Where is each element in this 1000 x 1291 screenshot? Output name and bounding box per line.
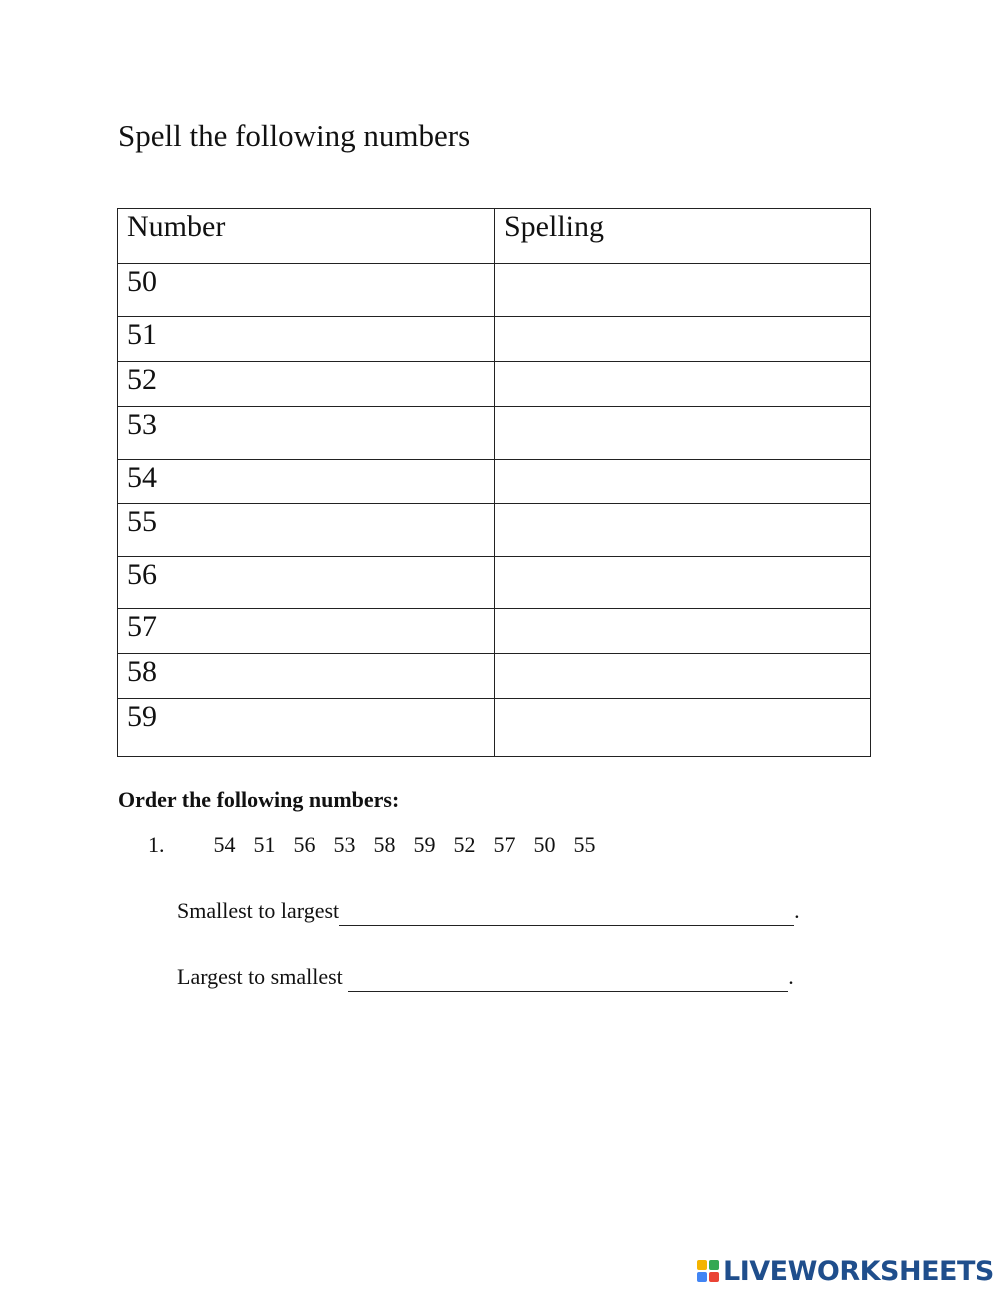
spelling-answer-cell[interactable]: [495, 504, 871, 557]
number-cell: 56: [118, 557, 495, 609]
order-number: 57: [493, 832, 516, 857]
order-number: 58: [373, 832, 396, 857]
end-mark: .: [794, 898, 800, 923]
number-cell: 57: [118, 609, 495, 654]
order-heading: Order the following numbers:: [118, 787, 400, 812]
order-numbers-line: [148, 830, 614, 860]
number-cell: 51: [118, 317, 495, 362]
number-cell: 53: [118, 407, 495, 460]
order-number: 56: [293, 832, 316, 857]
spelling-answer-cell[interactable]: [495, 264, 871, 317]
number-cell: 52: [118, 362, 495, 407]
number-cell: 59: [118, 699, 495, 757]
order-number: 54: [213, 832, 236, 857]
table-row: [118, 407, 871, 460]
end-mark: .: [788, 964, 794, 989]
number-cell: 54: [118, 460, 495, 504]
table-row: [118, 460, 871, 504]
spelling-table: [117, 208, 871, 757]
liveworksheets-logo: [697, 1255, 994, 1287]
table-row: [118, 609, 871, 654]
smallest-to-largest-label: Smallest to largest: [177, 898, 340, 923]
table-row: [118, 317, 871, 362]
spelling-answer-cell[interactable]: [495, 654, 871, 699]
largest-to-smallest-label: Largest to smallest: [177, 964, 343, 989]
number-cell: 55: [118, 504, 495, 557]
order-number: 59: [413, 832, 436, 857]
spelling-answer-cell[interactable]: [495, 557, 871, 609]
header-spelling: Spelling: [495, 209, 871, 264]
smallest-to-largest-row: [177, 896, 800, 926]
order-number: 52: [453, 832, 476, 857]
worksheet-title: Spell the following numbers: [118, 118, 471, 153]
order-number: 55: [573, 832, 596, 857]
spelling-answer-cell[interactable]: [495, 609, 871, 654]
table-row: [118, 654, 871, 699]
order-number: 51: [253, 832, 276, 857]
largest-to-smallest-row: [177, 962, 794, 992]
spelling-answer-cell[interactable]: [495, 317, 871, 362]
question-index: 1.: [148, 832, 165, 857]
spelling-answer-cell[interactable]: [495, 407, 871, 460]
spelling-answer-cell[interactable]: [495, 362, 871, 407]
spelling-answer-cell[interactable]: [495, 460, 871, 504]
order-number: 53: [333, 832, 356, 857]
number-cell: 50: [118, 264, 495, 317]
largest-to-smallest-answer[interactable]: [348, 967, 788, 992]
table-header-row: [118, 209, 871, 264]
smallest-to-largest-answer[interactable]: [339, 901, 794, 926]
spelling-answer-cell[interactable]: [495, 699, 871, 757]
table-row: [118, 699, 871, 757]
order-number: 50: [533, 832, 556, 857]
number-cell: 58: [118, 654, 495, 699]
logo-icon: [697, 1260, 719, 1282]
header-number: Number: [118, 209, 495, 264]
table-row: [118, 557, 871, 609]
logo-text: LIVEWORKSHEETS: [723, 1255, 994, 1287]
table-row: [118, 362, 871, 407]
table-row: [118, 504, 871, 557]
table-row: [118, 264, 871, 317]
